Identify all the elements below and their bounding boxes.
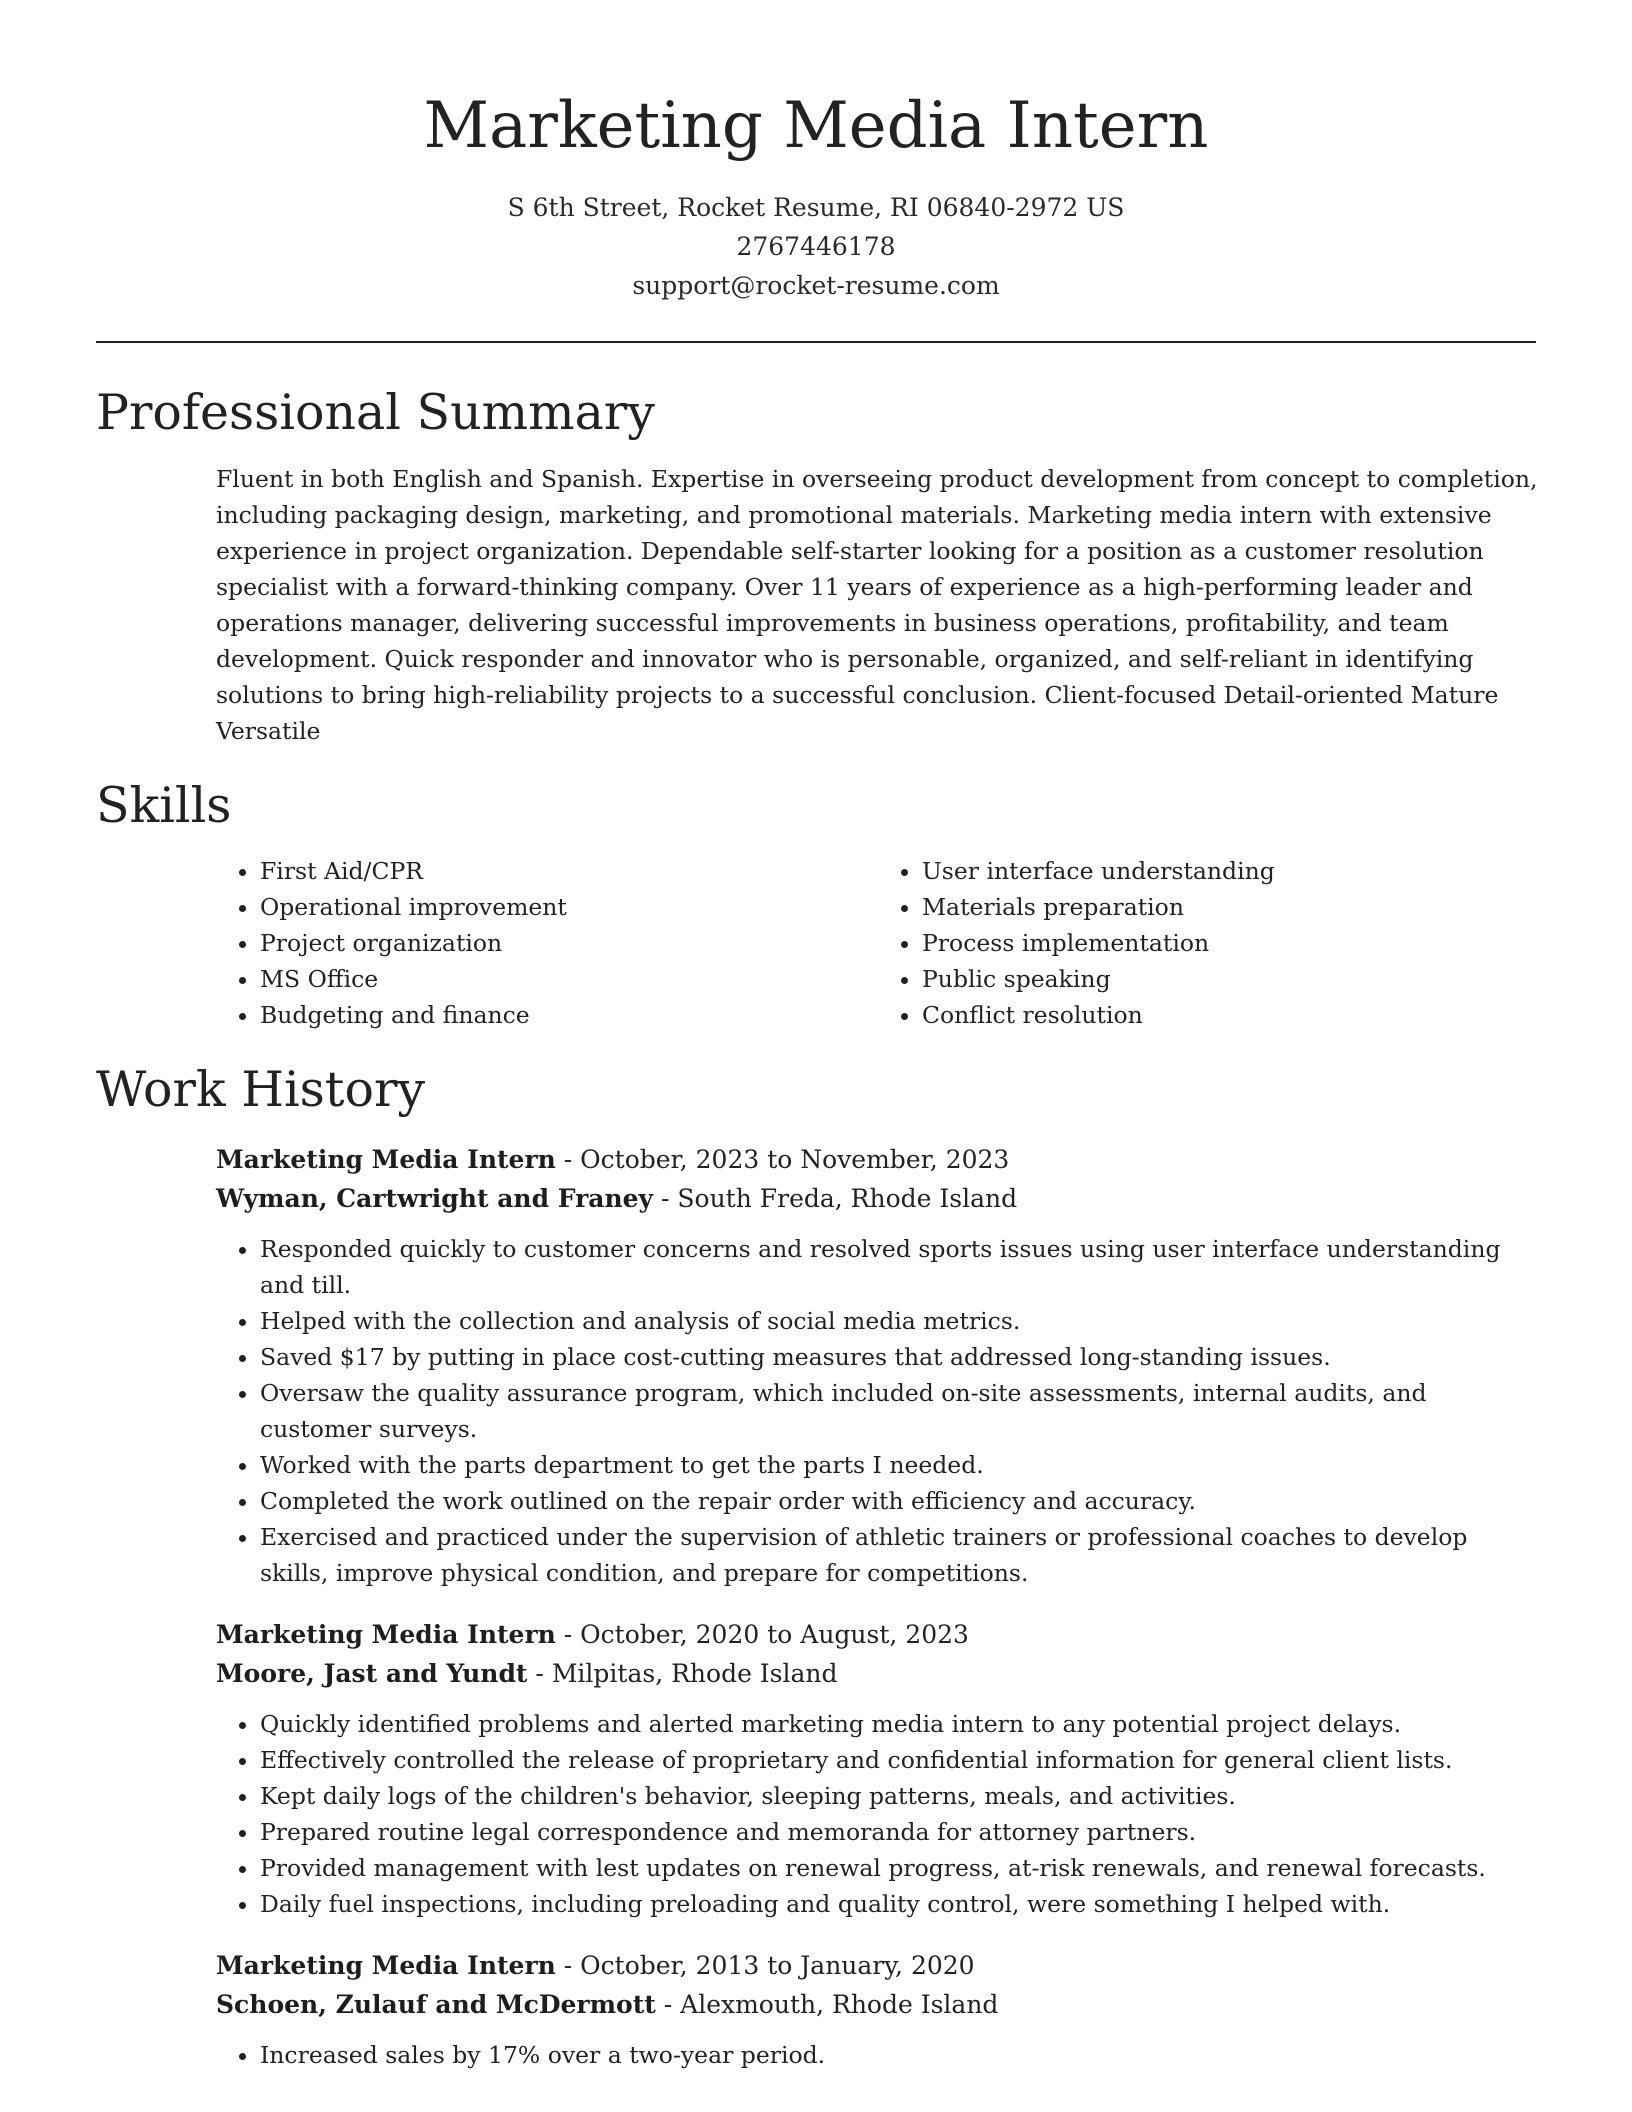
resume-header	[96, 82, 1536, 305]
job-bullet: • Effectively controlled the release of proprietary and confidential information for general client lists.	[260, 1742, 1540, 1778]
job-bullet: • Saved $17 by putting in place cost-cutting measures that addressed long-standing issues.	[260, 1339, 1540, 1375]
job-employer: Schoen, Zulauf and McDermott - Alexmouth, Rhode Island	[216, 1990, 999, 2019]
contact-phone: 2767446178	[736, 232, 896, 261]
job-entry	[216, 1615, 1540, 1922]
summary-text: Fluent in both English and Spanish. Expertise in overseeing product development from concept to completion, including packaging design, marketing, and promotional materials. Marketing media intern with extensive experience in project organization. Dependable self-starter looking for a position as a customer resolution specialist with a forward-thinking company. Over 11 years of experience as a high-performing leader and operations manager, delivering successful improvements in business operations, profitability, and team development. Quick responder and innovator who is personable, organized, and self-reliant in identifying solutions to bring high-reliability projects to a successful conclusion. Client-focused Detail-oriented Mature Versatile	[216, 465, 1538, 745]
job-entry	[216, 1946, 1540, 2073]
job-location: South Freda, Rhode Island	[677, 1184, 1018, 1213]
job-bullet: • Responded quickly to customer concerns and resolved sports issues using user interface understanding and till.	[260, 1231, 1540, 1303]
job-bullet: • Oversaw the quality assurance program, which included on-site assessments, internal audits, and customer surveys.	[260, 1375, 1540, 1447]
job-dates: October, 2023 to November, 2023	[580, 1145, 1010, 1174]
job-company: Moore, Jast and Yundt	[216, 1659, 528, 1688]
job-heading: Marketing Media Intern - October, 2020 to August, 2023	[216, 1620, 969, 1649]
job-position: Marketing Media Intern	[216, 1951, 556, 1980]
job-heading: Marketing Media Intern - October, 2013 to January, 2020	[216, 1951, 975, 1980]
job-dates: October, 2013 to January, 2020	[580, 1951, 975, 1980]
job-heading: Marketing Media Intern - October, 2023 to November, 2023	[216, 1145, 1010, 1174]
skill-item: • Conflict resolution	[922, 997, 1540, 1033]
skills-list	[216, 853, 1540, 1033]
skills-title: Skills	[96, 777, 232, 834]
job-bullet: • Exercised and practiced under the supervision of athletic trainers or professional coaches to develop skills, improve physical condition, and prepare for competitions.	[260, 1519, 1540, 1591]
job-bullet: • Kept daily logs of the children's behavior, sleeping patterns, meals, and activities.	[260, 1778, 1540, 1814]
skill-item: • User interface understanding	[922, 853, 1540, 889]
job-bullet: • Worked with the parts department to get the parts I needed.	[260, 1447, 1540, 1483]
job-bullet: • Completed the work outlined on the repair order with efficiency and accuracy.	[260, 1483, 1540, 1519]
job-bullets	[216, 1706, 1540, 1922]
skills-column-left	[216, 853, 878, 1033]
skill-item: • Materials preparation	[922, 889, 1540, 925]
work-history-title: Work History	[96, 1061, 426, 1118]
job-bullets	[216, 2037, 1540, 2073]
job-bullet: • Provided management with lest updates on renewal progress, at-risk renewals, and renewal forecasts.	[260, 1850, 1540, 1886]
job-bullets	[216, 1231, 1540, 1591]
contact-email: support@rocket-resume.com	[632, 271, 1000, 300]
job-bullet: • Increased sales by 17% over a two-year period.	[260, 2037, 1540, 2073]
skill-item: • First Aid/CPR	[260, 853, 878, 889]
skill-item: • Operational improvement	[260, 889, 878, 925]
skills-column-right	[878, 853, 1540, 1033]
job-employer: Moore, Jast and Yundt - Milpitas, Rhode Island	[216, 1659, 838, 1688]
job-employer: Wyman, Cartwright and Franey - South Freda, Rhode Island	[216, 1184, 1018, 1213]
job-company: Wyman, Cartwright and Franey	[216, 1184, 654, 1213]
job-bullet: • Prepared routine legal correspondence and memoranda for attorney partners.	[260, 1814, 1540, 1850]
job-entry	[216, 1140, 1540, 1591]
job-location: Milpitas, Rhode Island	[551, 1659, 838, 1688]
summary-title: Professional Summary	[96, 384, 655, 441]
work-history-list	[216, 1140, 1540, 2097]
header-divider	[96, 341, 1536, 343]
candidate-name: Marketing Media Intern	[423, 89, 1209, 163]
skill-item: • Budgeting and finance	[260, 997, 878, 1033]
job-position: Marketing Media Intern	[216, 1620, 556, 1649]
skill-item: • Project organization	[260, 925, 878, 961]
job-bullet: • Daily fuel inspections, including preloading and quality control, were something I helped with.	[260, 1886, 1540, 1922]
contact-info	[96, 188, 1536, 305]
skill-item: • MS Office	[260, 961, 878, 997]
job-position: Marketing Media Intern	[216, 1145, 556, 1174]
job-company: Schoen, Zulauf and McDermott	[216, 1990, 656, 2019]
skill-item: • Public speaking	[922, 961, 1540, 997]
job-bullet: • Quickly identified problems and alerted marketing media intern to any potential project delays.	[260, 1706, 1540, 1742]
job-bullet: • Helped with the collection and analysis of social media metrics.	[260, 1303, 1540, 1339]
job-location: Alexmouth, Rhode Island	[680, 1990, 999, 2019]
skill-item: • Process implementation	[922, 925, 1540, 961]
contact-address: S 6th Street, Rocket Resume, RI 06840-2972 US	[507, 193, 1125, 222]
job-dates: October, 2020 to August, 2023	[580, 1620, 969, 1649]
